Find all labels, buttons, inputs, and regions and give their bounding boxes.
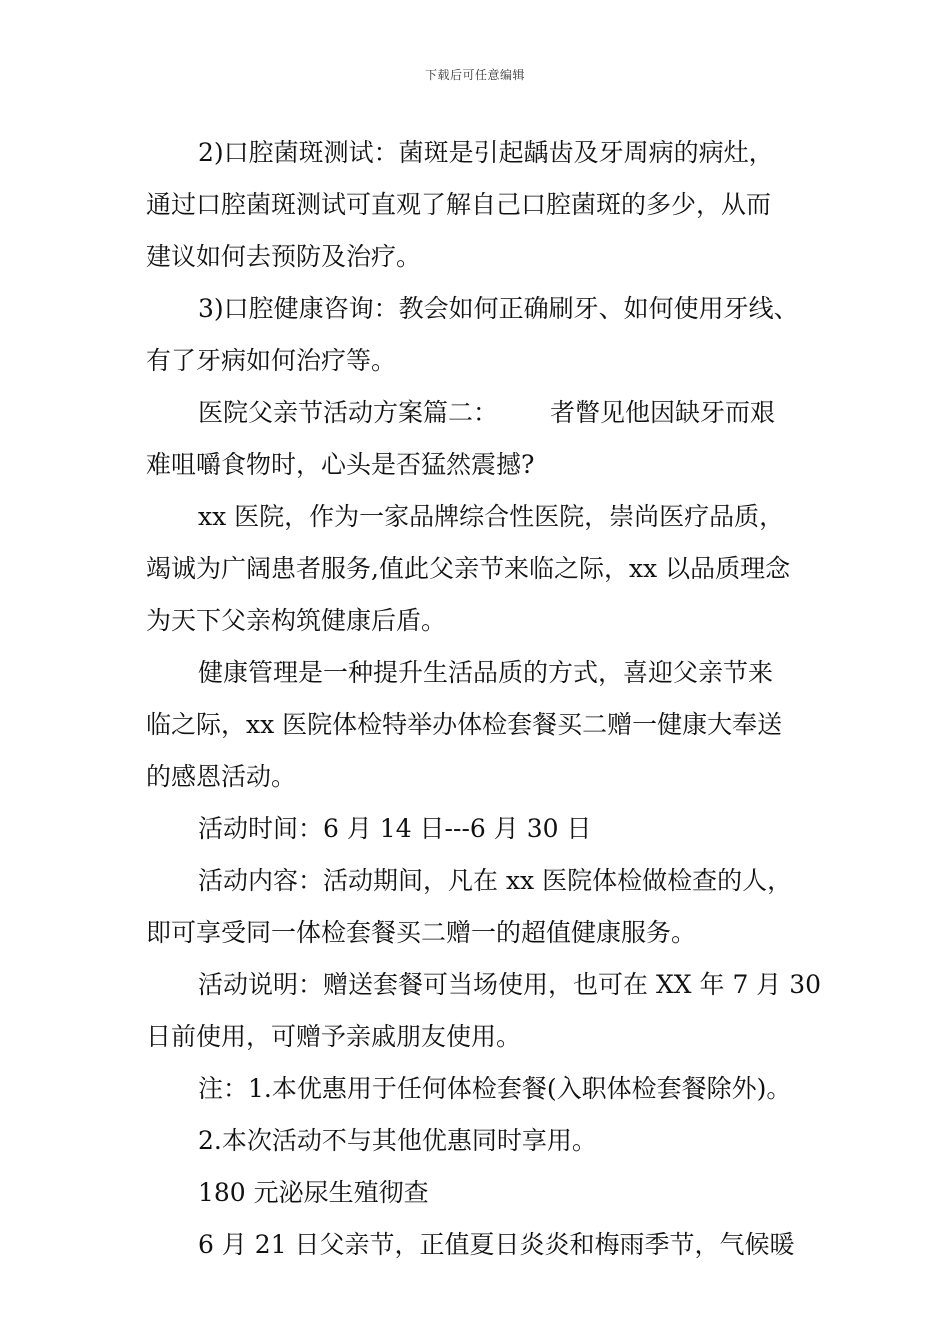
paragraph-line: 的感恩活动。 — [146, 762, 297, 791]
paragraph-line: 2)口腔菌斑测试：菌斑是引起龋齿及牙周病的病灶， — [198, 138, 774, 167]
paragraph-line: 有了牙病如何治疗等。 — [146, 346, 397, 375]
paragraph-line: 临之际，xx 医院体检特举办体检套餐买二赠一健康大奉送 — [146, 710, 783, 739]
paragraph-line: 难咀嚼食物时，心头是否猛然震撼? — [146, 450, 535, 479]
paragraph-line: 日前使用，可赠予亲戚朋友使用。 — [146, 1022, 522, 1051]
section-title-line — [146, 387, 826, 439]
section-title: 医院父亲节活动方案篇二： — [198, 398, 499, 427]
header-note: 下载后可任意编辑 — [424, 68, 525, 82]
paragraph-line: 6 月 21 日父亲节，正值夏日炎炎和梅雨季节，气候暖 — [198, 1230, 795, 1259]
paragraph-line: 竭诚为广阔患者服务,值此父亲节来临之际，xx 以品质理念 — [146, 554, 791, 583]
paragraph-line: 即可享受同一体检套餐买二赠一的超值健康服务。 — [146, 918, 697, 947]
activity-notes-line: 活动说明：赠送套餐可当场使用，也可在 XX 年 7 月 30 — [198, 970, 822, 999]
subheading-line: 180 元泌尿生殖彻查 — [198, 1178, 429, 1207]
activity-time-line: 活动时间：6 月 14 日---6 月 30 日 — [198, 814, 592, 843]
paragraph-line: xx 医院，作为一家品牌综合性医院，崇尚医疗品质， — [198, 502, 785, 531]
paragraph-line: 建议如何去预防及治疗。 — [146, 242, 422, 271]
paragraph-line: 通过口腔菌斑测试可直观了解自己口腔菌斑的多少，从而 — [146, 190, 772, 219]
note-line: 2.本次活动不与其他优惠同时享用。 — [198, 1126, 597, 1155]
document-body — [146, 127, 826, 1271]
paragraph-line: 为天下父亲构筑健康后盾。 — [146, 606, 447, 635]
paragraph-line: 健康管理是一种提升生活品质的方式，喜迎父亲节来 — [198, 658, 774, 687]
note-line: 注：1.本优惠用于任何体检套餐(入职体检套餐除外)。 — [198, 1074, 792, 1103]
activity-content-line: 活动内容：活动期间，凡在 xx 医院体检做检查的人， — [198, 866, 793, 895]
paragraph-line: 3)口腔健康咨询：教会如何正确刷牙、如何使用牙线、 — [198, 294, 799, 323]
paragraph-fragment: 者瞥见他因缺牙而艰 — [550, 398, 776, 427]
